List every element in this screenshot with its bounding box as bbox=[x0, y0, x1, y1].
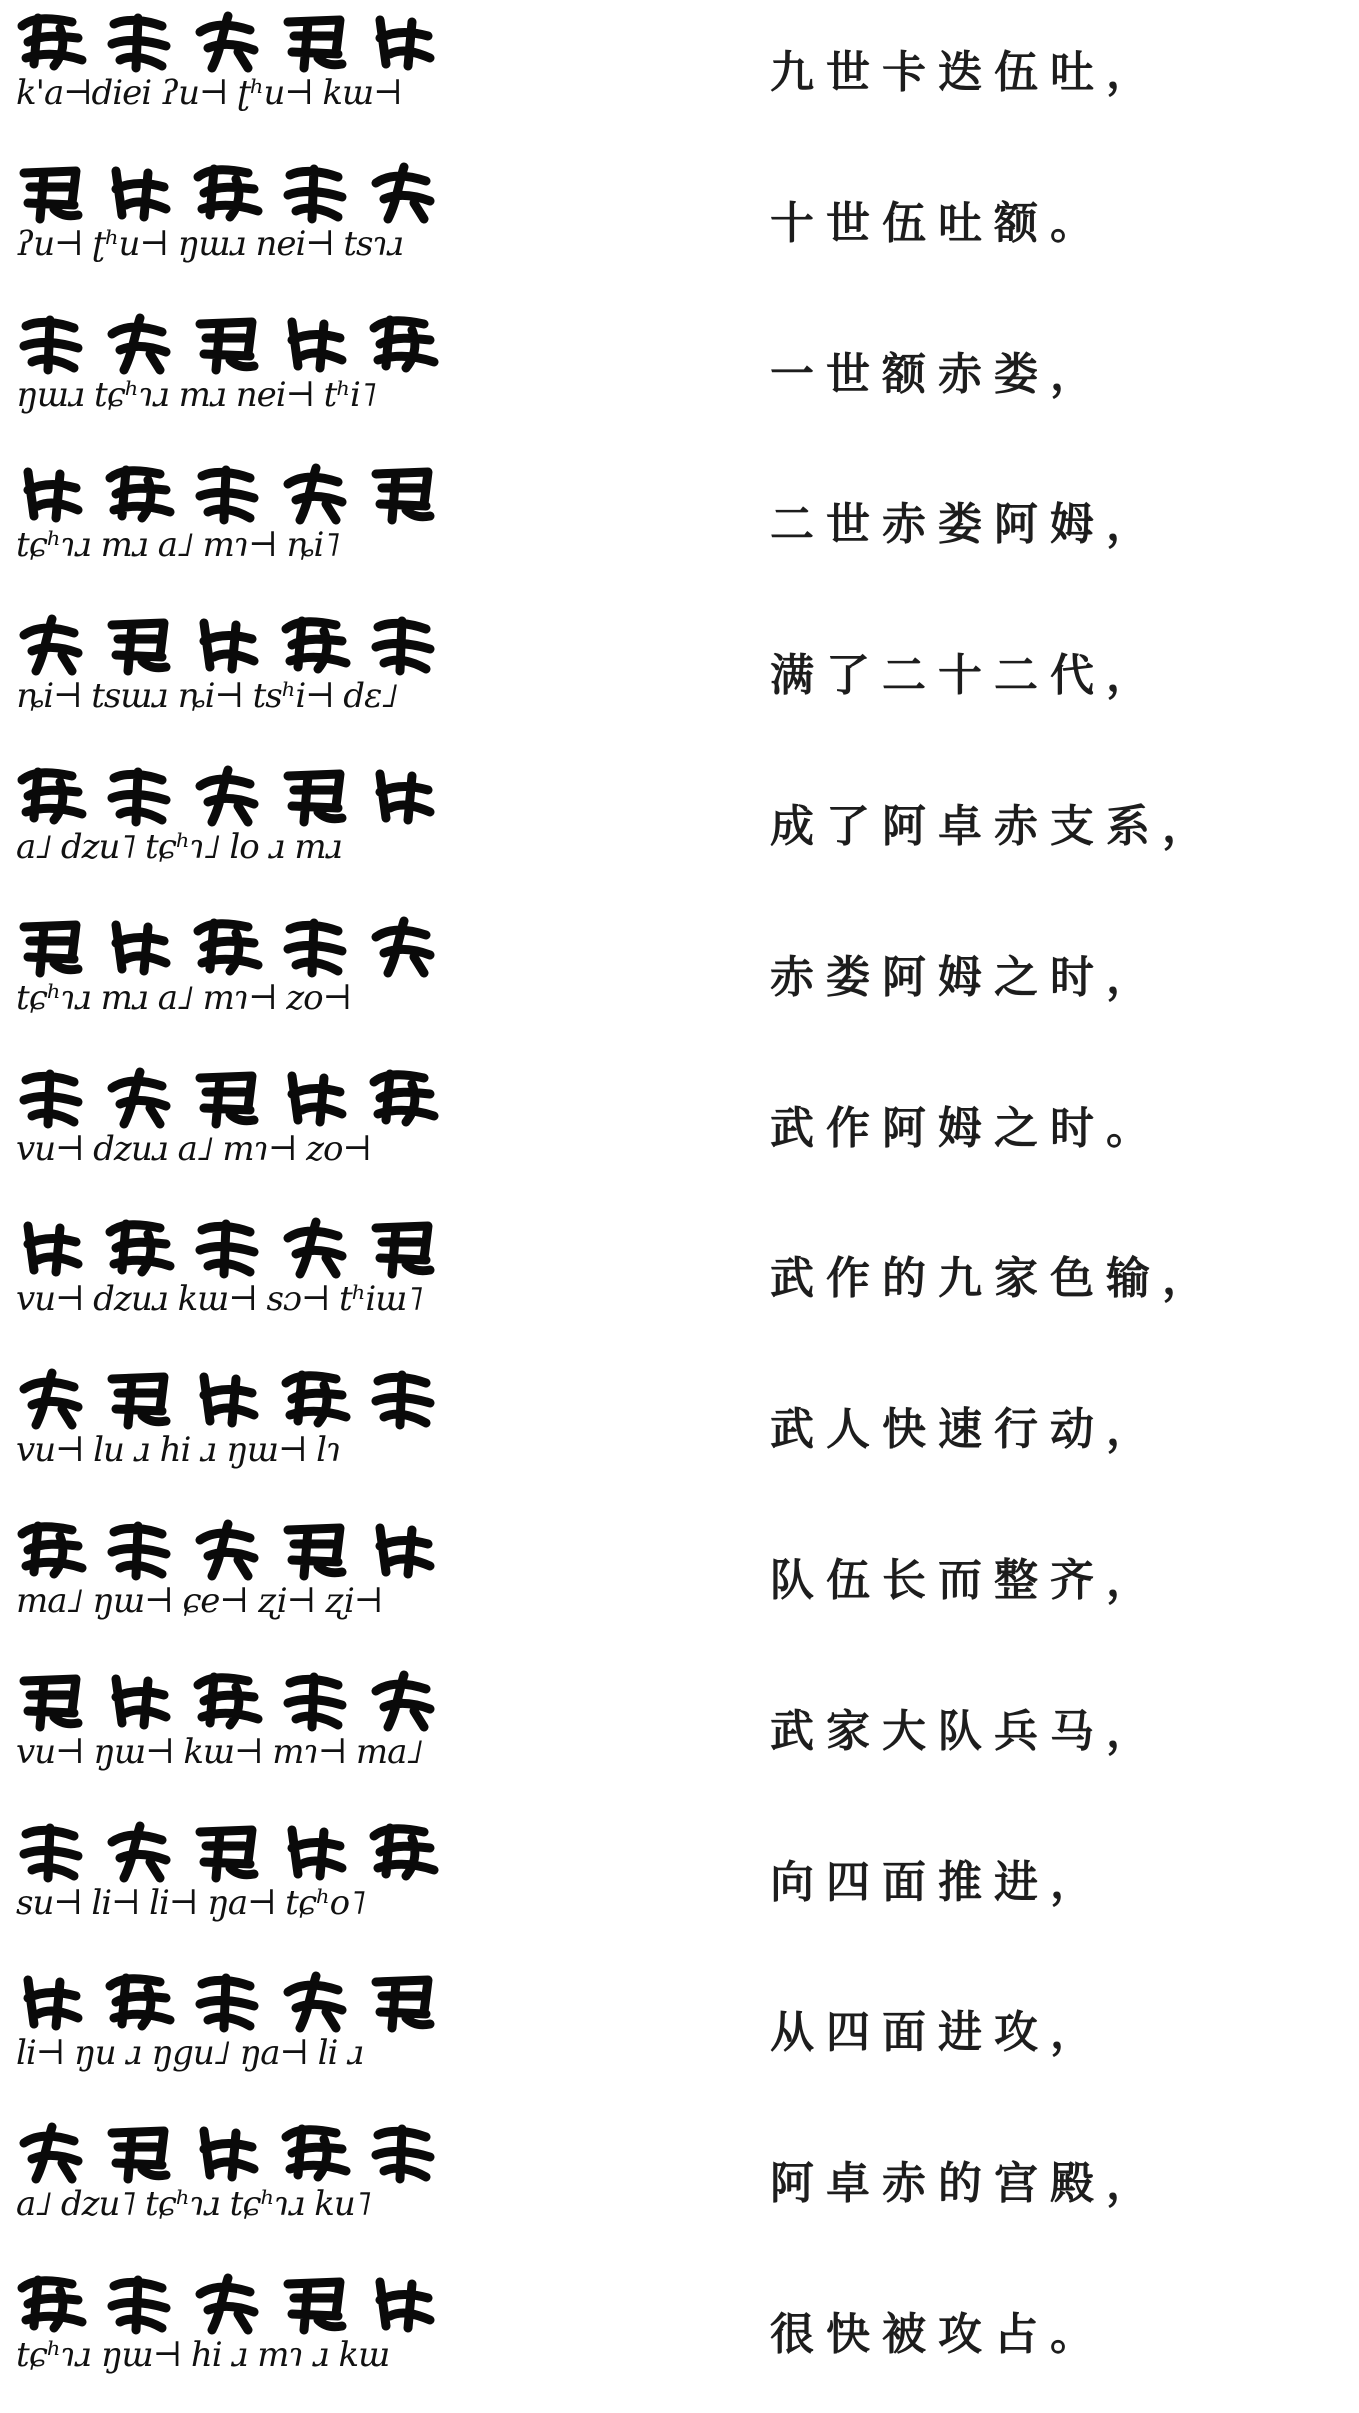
yi-glyph-icon bbox=[278, 2270, 354, 2336]
yi-glyph-icon bbox=[278, 1064, 354, 1130]
chinese-translation: 武人快速行动， bbox=[770, 1404, 1162, 1456]
ipa-transcription: ʔu⊣ ʈʰu⊣ ŋɯɹ nei⊣ tsɿɹ bbox=[16, 223, 403, 264]
ipa-transcription: vu⊣ lu ɹ hi ɹ ŋɯ⊣ lɿ bbox=[16, 1430, 341, 1471]
yi-script-line bbox=[14, 460, 464, 580]
yi-script-line bbox=[14, 2270, 464, 2390]
yi-glyph-icon bbox=[366, 1818, 442, 1884]
ipa-transcription: su⊣ li⊣ li⊣ ŋa⊣ tɕʰo˥ bbox=[16, 1882, 365, 1923]
chinese-translation: 武家大队兵马， bbox=[770, 1705, 1162, 1757]
yi-glyph-icon bbox=[366, 159, 442, 225]
yi-glyph-group bbox=[14, 1365, 464, 1433]
yi-glyph-group bbox=[14, 1818, 464, 1886]
yi-glyph-icon bbox=[366, 460, 442, 526]
verse-row bbox=[0, 151, 1359, 302]
yi-glyph-icon bbox=[102, 913, 178, 979]
yi-glyph-icon bbox=[102, 1214, 178, 1280]
yi-glyph-icon bbox=[102, 2270, 178, 2336]
yi-glyph-icon bbox=[366, 1968, 442, 2034]
yi-glyph-icon bbox=[14, 159, 90, 225]
ipa-transcription: ŋɯɹ tɕʰɿɹ mɹ nei⊣ tʰi˥ bbox=[16, 374, 376, 415]
yi-script-line bbox=[14, 1064, 464, 1184]
ipa-transcription: tɕʰɿɹ mɹ a˩ mɿ⊣ zo⊣ bbox=[16, 977, 351, 1018]
verse-row bbox=[0, 302, 1359, 453]
yi-script-line bbox=[14, 762, 464, 882]
yi-glyph-icon bbox=[102, 611, 178, 677]
ipa-transcription: ma˩ ŋɯ⊣ ɕe⊣ ʐi⊣ ʐi⊣ bbox=[16, 1580, 383, 1621]
yi-glyph-icon bbox=[14, 1064, 90, 1130]
yi-glyph-icon bbox=[190, 762, 266, 828]
yi-glyph-icon bbox=[190, 1968, 266, 2034]
yi-glyph-icon bbox=[102, 1667, 178, 1733]
yi-glyph-icon bbox=[102, 8, 178, 74]
yi-glyph-icon bbox=[102, 1818, 178, 1884]
chinese-translation: 成了阿卓赤支系， bbox=[770, 800, 1218, 852]
chinese-translation: 武作的九家色输， bbox=[770, 1253, 1218, 1305]
ipa-transcription: a˩ dzu˥ tɕʰɿɹ tɕʰɿɹ ku˥ bbox=[16, 2184, 371, 2225]
yi-glyph-icon bbox=[278, 1214, 354, 1280]
yi-glyph-icon bbox=[366, 1667, 442, 1733]
verse-row bbox=[0, 603, 1359, 754]
yi-glyph-icon bbox=[366, 2270, 442, 2336]
yi-glyph-group bbox=[14, 762, 464, 830]
yi-glyph-group bbox=[14, 2270, 464, 2338]
yi-glyph-group bbox=[14, 1214, 464, 1282]
yi-script-line bbox=[14, 611, 464, 731]
ipa-transcription: a˩ dzu˥ tɕʰɿ˩ lo ɹ mɹ bbox=[16, 826, 342, 867]
ipa-transcription: li⊣ ŋu ɹ ŋgu˩ ŋa⊣ li ɹ bbox=[16, 2033, 364, 2074]
yi-glyph-icon bbox=[190, 1667, 266, 1733]
yi-glyph-icon bbox=[102, 1365, 178, 1431]
chinese-translation: 九世卡迭伍吐， bbox=[770, 47, 1162, 98]
yi-glyph-icon bbox=[14, 1365, 90, 1431]
verse-row bbox=[0, 1659, 1359, 1810]
yi-glyph-group bbox=[14, 159, 464, 227]
chinese-translation: 从四面进攻， bbox=[770, 2007, 1106, 2059]
yi-glyph-icon bbox=[14, 913, 90, 979]
yi-glyph-icon bbox=[102, 460, 178, 526]
verse-row bbox=[0, 0, 1359, 151]
yi-glyph-icon bbox=[14, 1968, 90, 2034]
yi-glyph-icon bbox=[14, 1818, 90, 1884]
verse-row bbox=[0, 1357, 1359, 1508]
verse-row bbox=[0, 905, 1359, 1056]
yi-glyph-icon bbox=[366, 1516, 442, 1582]
yi-glyph-icon bbox=[190, 2270, 266, 2336]
yi-glyph-icon bbox=[278, 611, 354, 677]
yi-script-line bbox=[14, 1214, 464, 1334]
yi-glyph-icon bbox=[14, 2270, 90, 2336]
yi-glyph-icon bbox=[14, 1667, 90, 1733]
yi-glyph-icon bbox=[366, 8, 442, 74]
yi-glyph-icon bbox=[190, 611, 266, 677]
verse-row bbox=[0, 1960, 1359, 2111]
yi-glyph-icon bbox=[278, 1818, 354, 1884]
ipa-transcription: vu⊣ dzuɹ kɯ⊣ sɔ⊣ tʰiɯ˥ bbox=[16, 1279, 423, 1320]
yi-glyph-group bbox=[14, 460, 464, 528]
yi-glyph-icon bbox=[190, 1365, 266, 1431]
yi-script-line bbox=[14, 913, 464, 1033]
yi-glyph-icon bbox=[14, 762, 90, 828]
yi-glyph-icon bbox=[14, 460, 90, 526]
yi-script-line bbox=[14, 310, 464, 430]
yi-glyph-icon bbox=[366, 310, 442, 376]
ipa-transcription: k'a⊣diei ʔu⊣ ʈʰu⊣ kɯ⊣ bbox=[16, 73, 402, 113]
yi-glyph-group bbox=[14, 1064, 464, 1132]
yi-glyph-icon bbox=[102, 310, 178, 376]
verse-row bbox=[0, 1206, 1359, 1357]
yi-glyph-icon bbox=[14, 310, 90, 376]
ipa-transcription: tɕʰɿɹ ŋɯ⊣ hi ɹ mɿ ɹ kɯ bbox=[16, 2334, 390, 2375]
verse-row bbox=[0, 754, 1359, 905]
yi-glyph-icon bbox=[190, 159, 266, 225]
verse-row bbox=[0, 1810, 1359, 1961]
yi-glyph-icon bbox=[102, 1968, 178, 2034]
yi-glyph-group bbox=[14, 1968, 464, 2036]
ipa-transcription: vu⊣ dzuɹ a˩ mɿ⊣ zo⊣ bbox=[16, 1128, 371, 1169]
yi-glyph-icon bbox=[366, 1365, 442, 1431]
yi-glyph-icon bbox=[278, 2119, 354, 2185]
yi-glyph-icon bbox=[278, 1667, 354, 1733]
yi-glyph-icon bbox=[190, 1214, 266, 1280]
yi-glyph-icon bbox=[14, 1214, 90, 1280]
yi-glyph-icon bbox=[278, 159, 354, 225]
yi-glyph-icon bbox=[190, 1818, 266, 1884]
yi-glyph-icon bbox=[278, 762, 354, 828]
chinese-translation: 十世伍吐额。 bbox=[770, 197, 1106, 249]
yi-glyph-icon bbox=[366, 913, 442, 979]
yi-glyph-icon bbox=[190, 1064, 266, 1130]
yi-glyph-icon bbox=[190, 460, 266, 526]
ipa-transcription: vu⊣ ŋɯ⊣ kɯ⊣ mɿ⊣ ma˩ bbox=[16, 1731, 423, 1772]
yi-glyph-icon bbox=[278, 1365, 354, 1431]
yi-script-line bbox=[14, 1968, 464, 2088]
yi-glyph-group bbox=[14, 2119, 464, 2187]
chinese-translation: 队伍长而整齐， bbox=[770, 1554, 1162, 1606]
chinese-translation: 很快被攻占。 bbox=[770, 2308, 1106, 2360]
yi-glyph-icon bbox=[14, 2119, 90, 2185]
chinese-translation: 二世赤娄阿姆， bbox=[770, 499, 1162, 551]
chinese-translation: 武作阿姆之时。 bbox=[770, 1102, 1162, 1154]
verse-row bbox=[0, 452, 1359, 603]
ipa-transcription: ȵi⊣ tsɯɹ ȵi⊣ tsʰi⊣ dɛ˩ bbox=[16, 676, 398, 717]
yi-script-line bbox=[14, 1365, 464, 1485]
yi-glyph-icon bbox=[278, 310, 354, 376]
yi-script-line bbox=[14, 1516, 464, 1636]
yi-glyph-group bbox=[14, 1667, 464, 1735]
verse-row bbox=[0, 2262, 1359, 2413]
chinese-translation: 一世额赤娄， bbox=[770, 348, 1106, 400]
ipa-transcription: tɕʰɿɹ mɹ a˩ mɿ⊣ ȵi˥ bbox=[16, 525, 340, 566]
yi-glyph-icon bbox=[190, 1516, 266, 1582]
yi-glyph-group bbox=[14, 8, 464, 76]
yi-glyph-icon bbox=[102, 762, 178, 828]
yi-glyph-group bbox=[14, 913, 464, 981]
yi-script-line bbox=[14, 2119, 464, 2239]
verse-row bbox=[0, 1508, 1359, 1659]
chinese-translation: 满了二十二代， bbox=[770, 650, 1162, 702]
yi-glyph-icon bbox=[278, 1968, 354, 2034]
yi-glyph-icon bbox=[102, 2119, 178, 2185]
yi-glyph-icon bbox=[366, 1064, 442, 1130]
yi-glyph-icon bbox=[14, 1516, 90, 1582]
yi-glyph-icon bbox=[102, 1516, 178, 1582]
yi-script-line bbox=[14, 159, 464, 279]
yi-glyph-icon bbox=[190, 913, 266, 979]
verse-row bbox=[0, 1056, 1359, 1207]
chinese-translation: 阿卓赤的宫殿， bbox=[770, 2158, 1162, 2210]
yi-glyph-icon bbox=[366, 762, 442, 828]
yi-glyph-icon bbox=[366, 611, 442, 677]
yi-glyph-icon bbox=[14, 8, 90, 74]
yi-glyph-group bbox=[14, 1516, 464, 1584]
yi-glyph-icon bbox=[278, 1516, 354, 1582]
yi-script-line bbox=[14, 1818, 464, 1938]
yi-glyph-group bbox=[14, 310, 464, 378]
yi-script-line bbox=[14, 8, 464, 128]
yi-glyph-icon bbox=[190, 310, 266, 376]
yi-glyph-icon bbox=[366, 2119, 442, 2185]
yi-glyph-icon bbox=[278, 913, 354, 979]
yi-script-line bbox=[14, 1667, 464, 1787]
yi-glyph-icon bbox=[190, 8, 266, 74]
yi-glyph-icon bbox=[14, 611, 90, 677]
chinese-translation: 向四面推进， bbox=[770, 1856, 1106, 1908]
yi-glyph-icon bbox=[278, 8, 354, 74]
yi-glyph-icon bbox=[102, 159, 178, 225]
chinese-translation: 赤娄阿姆之时， bbox=[770, 951, 1162, 1003]
verse-row bbox=[0, 2111, 1359, 2262]
yi-glyph-icon bbox=[366, 1214, 442, 1280]
yi-glyph-icon bbox=[102, 1064, 178, 1130]
yi-glyph-icon bbox=[278, 460, 354, 526]
yi-glyph-icon bbox=[190, 2119, 266, 2185]
yi-glyph-group bbox=[14, 611, 464, 679]
